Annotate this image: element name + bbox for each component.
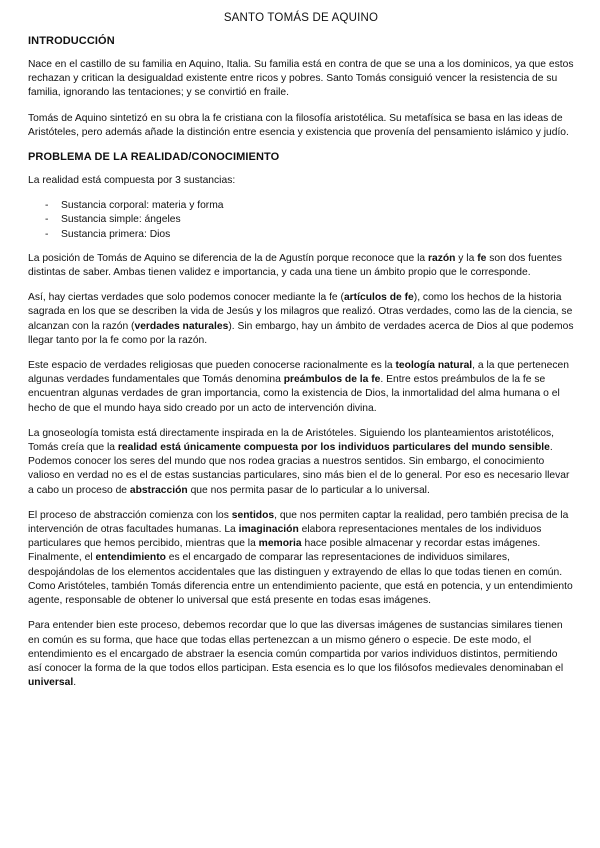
list-item: - Sustancia corporal: materia y forma xyxy=(28,199,574,213)
text-run: ). Sin embargo, hay un ámbito de verdades acerca de Dios al que podemos llegar tanto por la fe como por la razón. xyxy=(28,320,574,346)
text-run: . xyxy=(73,677,77,689)
bold-term: universal xyxy=(28,677,74,689)
intro-paragraph-2: Tomás de Aquino sintetizó en su obra la fe cristiana con la filosofía aristotélica. Su metafísica se basa en las ideas de Aristóteles, pero además añade la distinción entre esencia y existencia que provenía del pensamiento islámico y judío. xyxy=(28,112,569,138)
paragraph-abstraction-process xyxy=(28,509,574,608)
bold-term: realidad está únicamente compuesta por los individuos particulares del mundo sensible xyxy=(117,442,550,454)
text-run: es el encargado de comparar las representaciones de individuos similares, despojándolas de los elementos accidentales que las distinguen y extrayendo de ellas lo que todas tienen en común. Como Aristóteles, también Tomás diferencia entre un entendimiento paciente, que está en potencia, y un entendimiento agente, responsable de obtener lo universal que está presente en todas esas imágenes. xyxy=(28,552,573,607)
bold-term: sentidos xyxy=(231,509,275,521)
paragraph-universal xyxy=(28,619,574,690)
text-run: Para entender bien este proceso, debemos recordar que lo que las diversas imágenes de sustancias similares tienen en común es su forma, que hace que todas ellas pertenezcan a un mismo género o especie. De este modo, el entendimiento es el encargado de abstraer la esencia común compartida por varios individuos distintos, permitiendo así conocer la forma de la que todos ellos participan. Esta esencia es lo que los filósofos medievales denominaban el xyxy=(28,620,564,674)
document-page xyxy=(28,12,574,701)
text-run: La posición de Tomás de Aquino se diferencia de la de Agustín porque reconoce que la xyxy=(28,252,428,264)
text-run: ), como los hechos de la historia sagrada en los que se describen la vida de Jesús y los milagros que realizó. Otras verdades, como las de la ciencia, se alcanzan con la razón ( xyxy=(28,292,573,332)
bold-term: abstracción xyxy=(129,484,188,496)
bold-term: verdades naturales xyxy=(134,320,229,332)
text-run: elabora representaciones mentales de los individuos particulares que hemos percibido, mientras que la xyxy=(28,524,542,550)
substances-intro: La realidad está compuesta por 3 sustancias: xyxy=(28,175,236,187)
list-item: - Sustancia simple: ángeles xyxy=(28,213,574,227)
problem-heading: PROBLEMA DE LA REALIDAD/CONOCIMIENTO xyxy=(28,151,280,164)
text-run: y la xyxy=(455,252,478,264)
bold-term: razón xyxy=(427,252,456,264)
text-run: . Entre estos preámbulos de la fe se encuentran algunas verdades de gran importancia, como la existencia de Dios, la inmortalidad del alma humana o el hecho de que el mundo haya sido creado por un acto de intervención divina. xyxy=(28,374,560,414)
bold-term: memoria xyxy=(258,538,302,550)
bold-term: imaginación xyxy=(238,524,299,536)
text-run: El proceso de abstracción comienza con los xyxy=(28,509,232,521)
text-run: , que nos permiten captar la realidad, pero también precisa de la intervención de otras facultades humanas. La xyxy=(28,509,569,536)
paragraph-gnoseology xyxy=(28,427,574,498)
intro-paragraph-1: Nace en el castillo de su familia en Aquino, Italia. Su familia está en contra de que se una a los dominicos, ya que estos rechazan y critican la desigualdad existente entre ricos y pobres. Santo Tomás consiguió vencer la resistencia de su familia, ignorando las tentaciones; y se convirtió en fraile. xyxy=(28,59,574,99)
substances-list xyxy=(28,199,574,242)
text-run: , a la que pertenecen algunas verdades fundamentales que Tomás denomina xyxy=(28,360,569,386)
text-run: Este espacio de verdades religiosas que pueden conocerse racionalmente es la xyxy=(28,360,396,372)
text-run: que nos permita pasar de lo particular a lo universal. xyxy=(187,484,430,496)
text-run: Así, hay ciertas verdades que solo podemos conocer mediante la fe ( xyxy=(28,292,344,304)
bold-term: fe xyxy=(477,252,487,264)
list-item: - Sustancia primera: Dios xyxy=(28,228,574,242)
text-run: . Podemos conocer los seres del mundo que nos rodea gracias a nuestros sentidos. Sin embargo, el conocimiento valioso en verdad no es el de estas sustancias particulares, sino más bien el de lo general. Por eso es necesario llevar a cabo un proceso de xyxy=(28,442,570,496)
paragraph-truths xyxy=(28,291,574,348)
paragraph-natural-theology xyxy=(28,359,574,416)
bold-term: entendimiento xyxy=(95,552,166,564)
bold-term: teología natural xyxy=(395,360,473,372)
paragraph-reason-faith xyxy=(28,252,574,280)
text-run: La gnoseología tomista está directamente inspirada en la de Aristóteles. Siguiendo los planteamientos aristotélicos, Tomás creía que la xyxy=(28,427,555,454)
text-run: son dos fuentes distintas de saber. Ambas tienen validez e importancia, y cada una tiene un ámbito propio que le corresponde. xyxy=(28,252,562,279)
text-run: hace posible almacenar y recordar estas imágenes. Finalmente, el xyxy=(28,538,541,564)
intro-heading: INTRODUCCIÓN xyxy=(28,35,115,47)
document-title: SANTO TOMÁS DE AQUINO xyxy=(223,12,379,24)
bold-term: preámbulos de la fe xyxy=(283,374,381,386)
bold-term: artículos de fe xyxy=(343,292,414,304)
